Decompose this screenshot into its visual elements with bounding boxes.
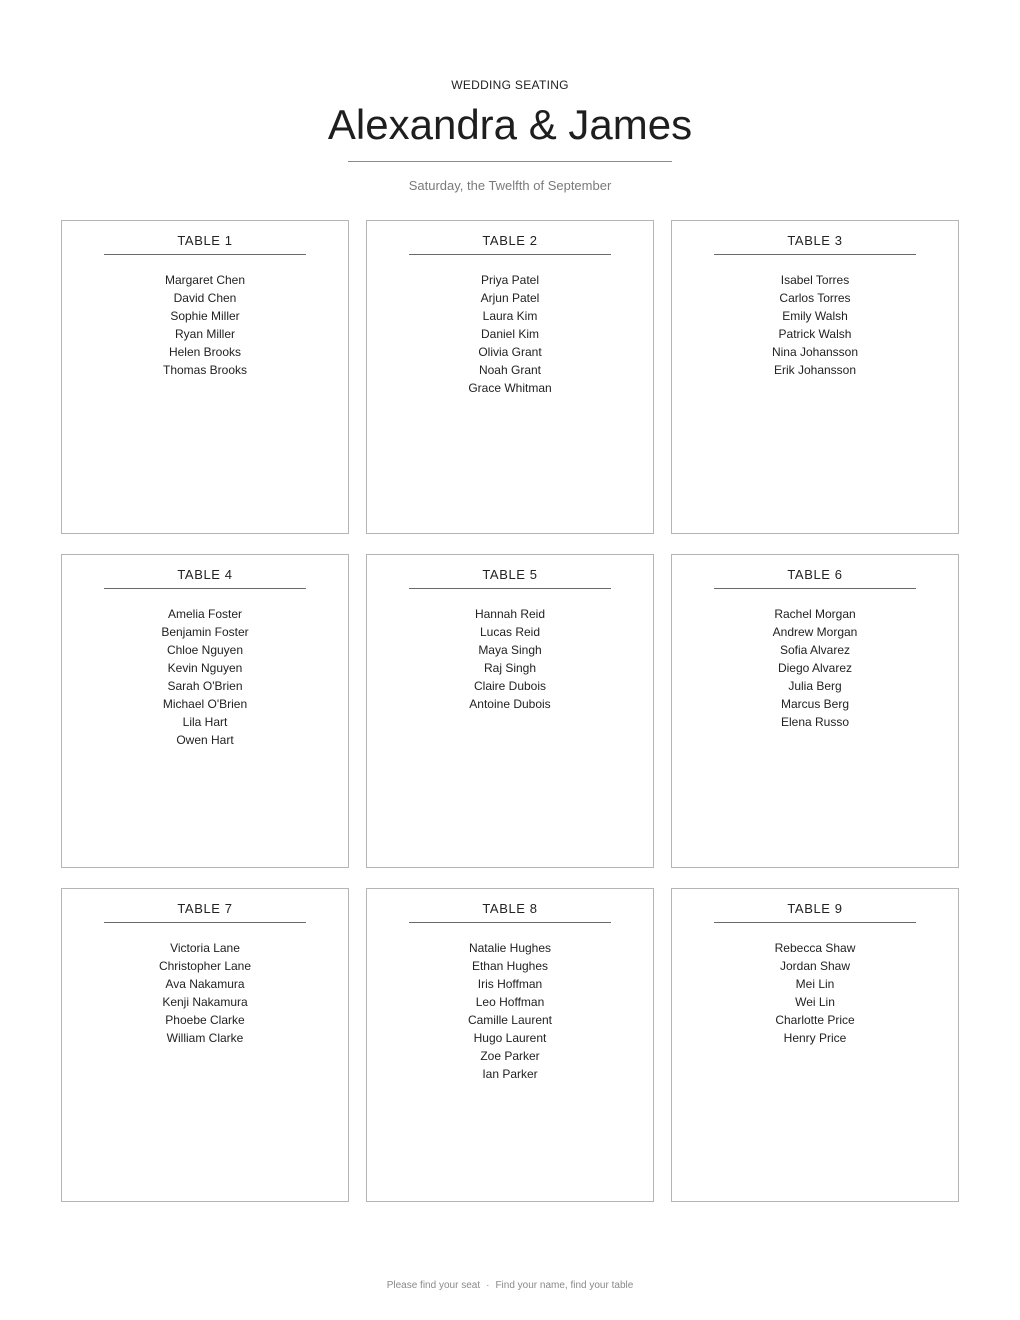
table-name: TABLE 6 xyxy=(787,567,843,582)
guest-name: Claire Dubois xyxy=(473,679,547,693)
table-name: TABLE 8 xyxy=(482,901,538,916)
table-divider xyxy=(104,922,306,923)
guest-name: Owen Hart xyxy=(176,733,234,747)
guest-name: Camille Laurent xyxy=(467,1013,553,1027)
table-divider xyxy=(409,922,611,923)
footer xyxy=(0,1280,1020,1291)
guest-name: Margaret Chen xyxy=(164,273,246,287)
table-card xyxy=(671,220,959,534)
guest-name: Michael O'Brien xyxy=(162,697,248,711)
guest-name: Arjun Patel xyxy=(480,291,540,305)
table-divider xyxy=(104,254,306,255)
guest-name: Charlotte Price xyxy=(775,1013,855,1027)
table-divider xyxy=(714,922,916,923)
guest-name: Raj Singh xyxy=(483,661,537,675)
guest-name: Andrew Morgan xyxy=(772,625,858,639)
guest-name: Sophie Miller xyxy=(170,309,240,323)
guest-name: Ryan Miller xyxy=(174,327,235,341)
guest-name: Benjamin Foster xyxy=(161,625,249,639)
guest-name: Marcus Berg xyxy=(780,697,850,711)
guest-name: Henry Price xyxy=(783,1031,847,1045)
guest-name: Rebecca Shaw xyxy=(774,941,856,955)
guest-name: Leo Hoffman xyxy=(475,995,545,1009)
guest-name: Chloe Nguyen xyxy=(166,643,244,657)
guest-name: Erik Johansson xyxy=(773,363,857,377)
table-divider xyxy=(409,254,611,255)
guest-name: Laura Kim xyxy=(482,309,538,323)
guest-name: Lucas Reid xyxy=(479,625,541,639)
footer-left-text: Please find your seat xyxy=(386,1280,481,1291)
guest-name: Elena Russo xyxy=(780,715,850,729)
guest-name: Amelia Foster xyxy=(167,607,243,621)
guest-list xyxy=(62,271,348,379)
guest-name: Jordan Shaw xyxy=(779,959,851,973)
guest-name: Mei Lin xyxy=(795,977,835,991)
table-name: TABLE 5 xyxy=(482,567,538,582)
guest-name: Noah Grant xyxy=(478,363,542,377)
guest-name: William Clarke xyxy=(166,1031,244,1045)
guest-name: David Chen xyxy=(173,291,237,305)
guest-name: Julia Berg xyxy=(788,679,842,693)
guest-name: Isabel Torres xyxy=(780,273,850,287)
guest-name: Emily Walsh xyxy=(782,309,848,323)
guest-name: Sofia Alvarez xyxy=(779,643,851,657)
guest-list xyxy=(672,605,958,731)
table-card xyxy=(61,554,349,868)
guest-name: Hannah Reid xyxy=(474,607,546,621)
table-divider xyxy=(104,588,306,589)
table-name: TABLE 2 xyxy=(482,233,538,248)
event-date: Saturday, the Twelfth of September xyxy=(408,178,612,193)
guest-name: Antoine Dubois xyxy=(469,697,551,711)
guest-name: Phoebe Clarke xyxy=(165,1013,245,1027)
footer-separator: · xyxy=(486,1280,490,1291)
guest-name: Daniel Kim xyxy=(480,327,540,341)
guest-name: Sarah O'Brien xyxy=(167,679,243,693)
guest-name: Ian Parker xyxy=(482,1067,538,1081)
guest-name: Lila Hart xyxy=(182,715,228,729)
guest-name: Thomas Brooks xyxy=(162,363,248,377)
guest-name: Patrick Walsh xyxy=(778,327,852,341)
guest-name: Zoe Parker xyxy=(480,1049,540,1063)
guest-name: Natalie Hughes xyxy=(468,941,552,955)
guest-list xyxy=(62,939,348,1047)
page-title: Alexandra & James xyxy=(327,101,693,148)
guest-name: Hugo Laurent xyxy=(473,1031,547,1045)
guest-name: Nina Johansson xyxy=(771,345,859,359)
table-card xyxy=(671,888,959,1202)
guest-name: Christopher Lane xyxy=(158,959,252,973)
guest-name: Ava Nakamura xyxy=(165,977,245,991)
guest-list xyxy=(367,939,653,1083)
guest-name: Helen Brooks xyxy=(168,345,242,359)
guest-list xyxy=(367,605,653,713)
guest-name: Rachel Morgan xyxy=(774,607,856,621)
table-card xyxy=(366,554,654,868)
table-name: TABLE 4 xyxy=(177,567,233,582)
table-card xyxy=(61,220,349,534)
table-card xyxy=(671,554,959,868)
table-divider xyxy=(409,588,611,589)
guest-name: Kenji Nakamura xyxy=(162,995,248,1009)
table-card xyxy=(61,888,349,1202)
table-name: TABLE 9 xyxy=(787,901,843,916)
guest-list xyxy=(672,271,958,379)
guest-name: Maya Singh xyxy=(478,643,542,657)
table-card xyxy=(366,888,654,1202)
guest-name: Grace Whitman xyxy=(468,381,552,395)
title-divider xyxy=(348,161,672,162)
guest-name: Diego Alvarez xyxy=(777,661,853,675)
eyebrow-label: WEDDING SEATING xyxy=(451,78,569,92)
guest-list xyxy=(367,271,653,397)
table-name: TABLE 1 xyxy=(177,233,233,248)
guest-list xyxy=(62,605,348,749)
table-name: TABLE 3 xyxy=(787,233,843,248)
guest-name: Wei Lin xyxy=(795,995,835,1009)
guest-name: Iris Hoffman xyxy=(477,977,543,991)
guest-name: Carlos Torres xyxy=(779,291,851,305)
table-name: TABLE 7 xyxy=(177,901,233,916)
guest-name: Ethan Hughes xyxy=(471,959,549,973)
footer-right-text: Find your name, find your table xyxy=(495,1280,634,1291)
table-divider xyxy=(714,254,916,255)
seating-grid xyxy=(61,220,959,1202)
guest-name: Victoria Lane xyxy=(170,941,240,955)
table-divider xyxy=(714,588,916,589)
guest-name: Olivia Grant xyxy=(478,345,542,359)
guest-name: Priya Patel xyxy=(480,273,540,287)
guest-list xyxy=(672,939,958,1047)
table-card xyxy=(366,220,654,534)
guest-name: Kevin Nguyen xyxy=(167,661,243,675)
